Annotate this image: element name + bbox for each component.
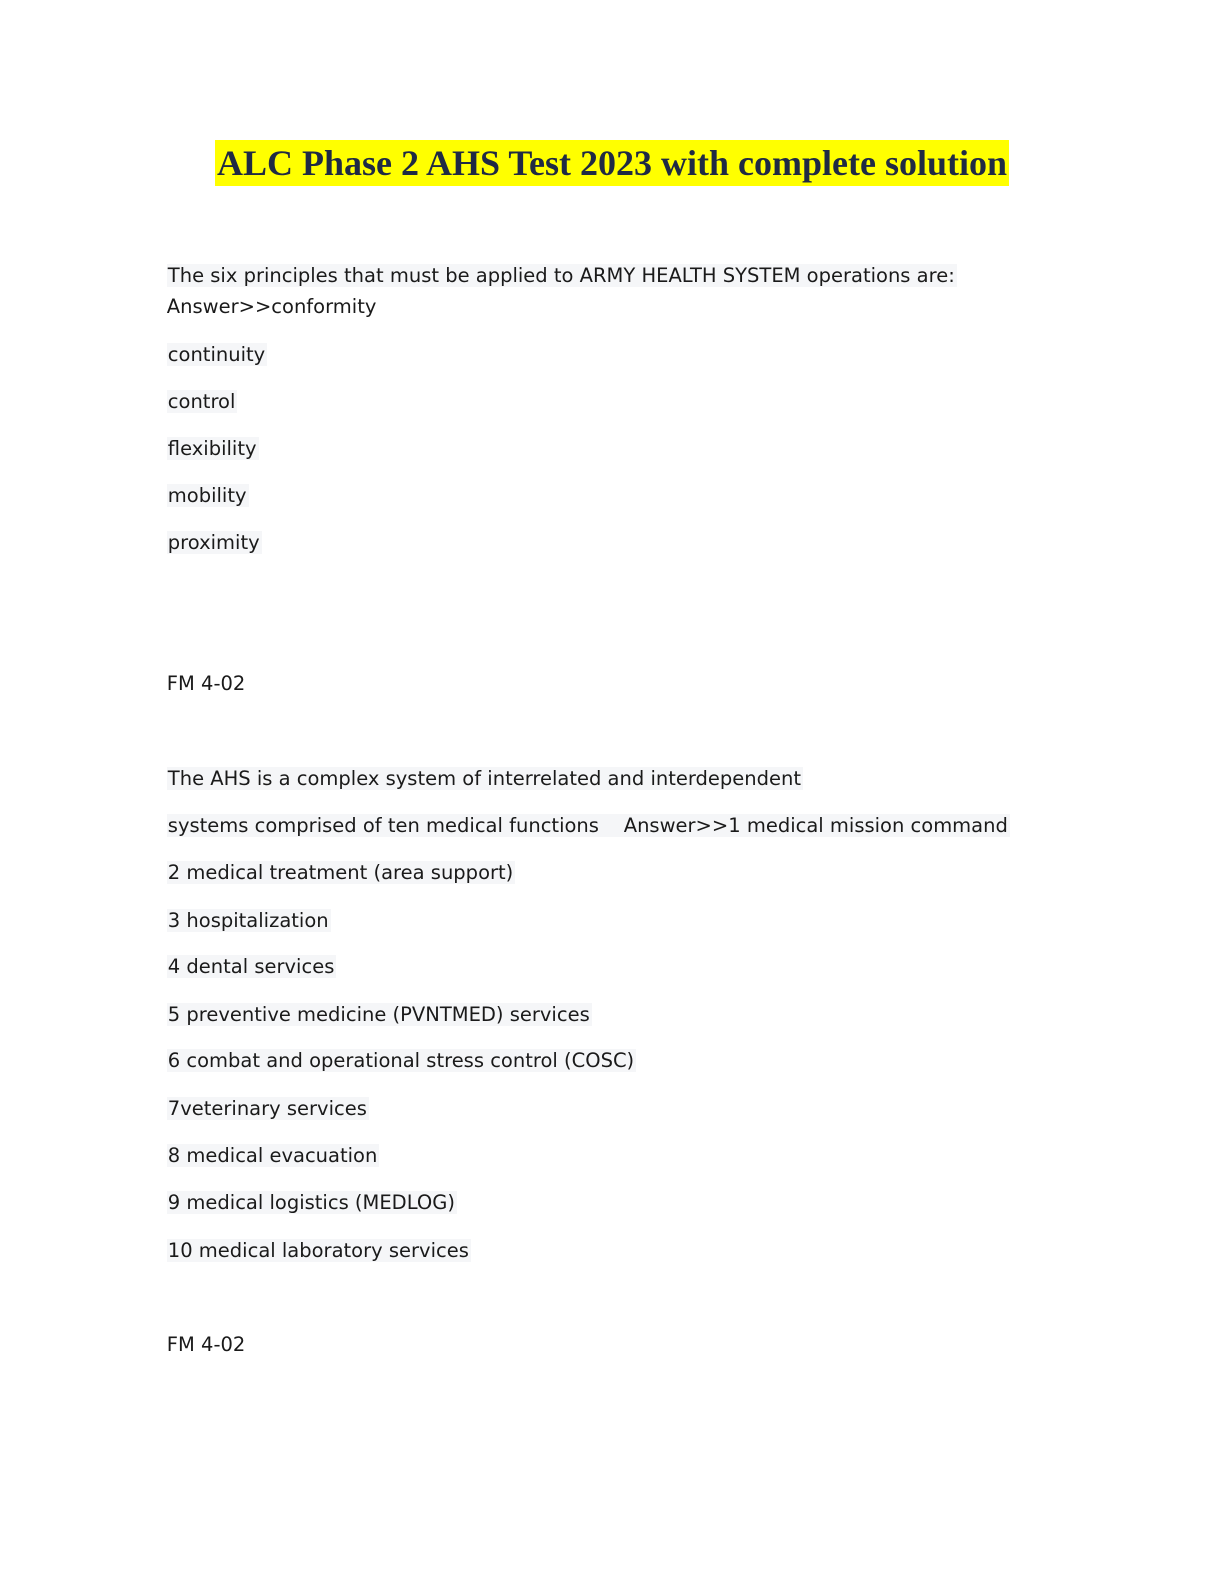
answer-item: 8 medical evacuation: [167, 1144, 378, 1167]
answer-item: 5 preventive medicine (PVNTMED) services: [167, 1003, 590, 1026]
question-1-text: The six principles that must be applied to ARMY HEALTH SYSTEM operations are:: [167, 264, 955, 287]
list-item: [142, 498, 262, 588]
answer-item: control: [167, 390, 236, 413]
question-1-answer: Answer>>conformity: [166, 295, 377, 318]
reference-text: FM 4-02: [166, 1333, 246, 1356]
answer-item: 4 dental services: [167, 955, 335, 978]
reference-line: [142, 639, 245, 729]
answer-item: 2 medical treatment (area support): [167, 861, 514, 884]
reference-line: [142, 1300, 245, 1390]
question-2-text-2: systems comprised of ten medical functions Answer>>1 medical mission command: [167, 814, 1008, 837]
document-title: ALC Phase 2 AHS Test 2023 with complete solution: [215, 140, 1009, 186]
answer-item: continuity: [167, 343, 266, 366]
answer-item: 7veterinary services: [167, 1097, 367, 1120]
answer-item: 3 hospitalization: [167, 909, 329, 932]
answer-item: 10 medical laboratory services: [167, 1239, 469, 1262]
answer-item: 6 combat and operational stress control (COSC): [167, 1049, 635, 1072]
answer-item: mobility: [167, 484, 247, 507]
question-2-text-1: The AHS is a complex system of interrelated and interdependent: [167, 767, 802, 790]
answer-item: 9 medical logistics (MEDLOG): [167, 1191, 455, 1214]
answer-item: flexibility: [167, 437, 257, 460]
answer-item: proximity: [167, 531, 260, 554]
document-title-block: [0, 140, 1224, 186]
reference-text: FM 4-02: [166, 672, 246, 695]
list-item: [142, 1206, 471, 1296]
